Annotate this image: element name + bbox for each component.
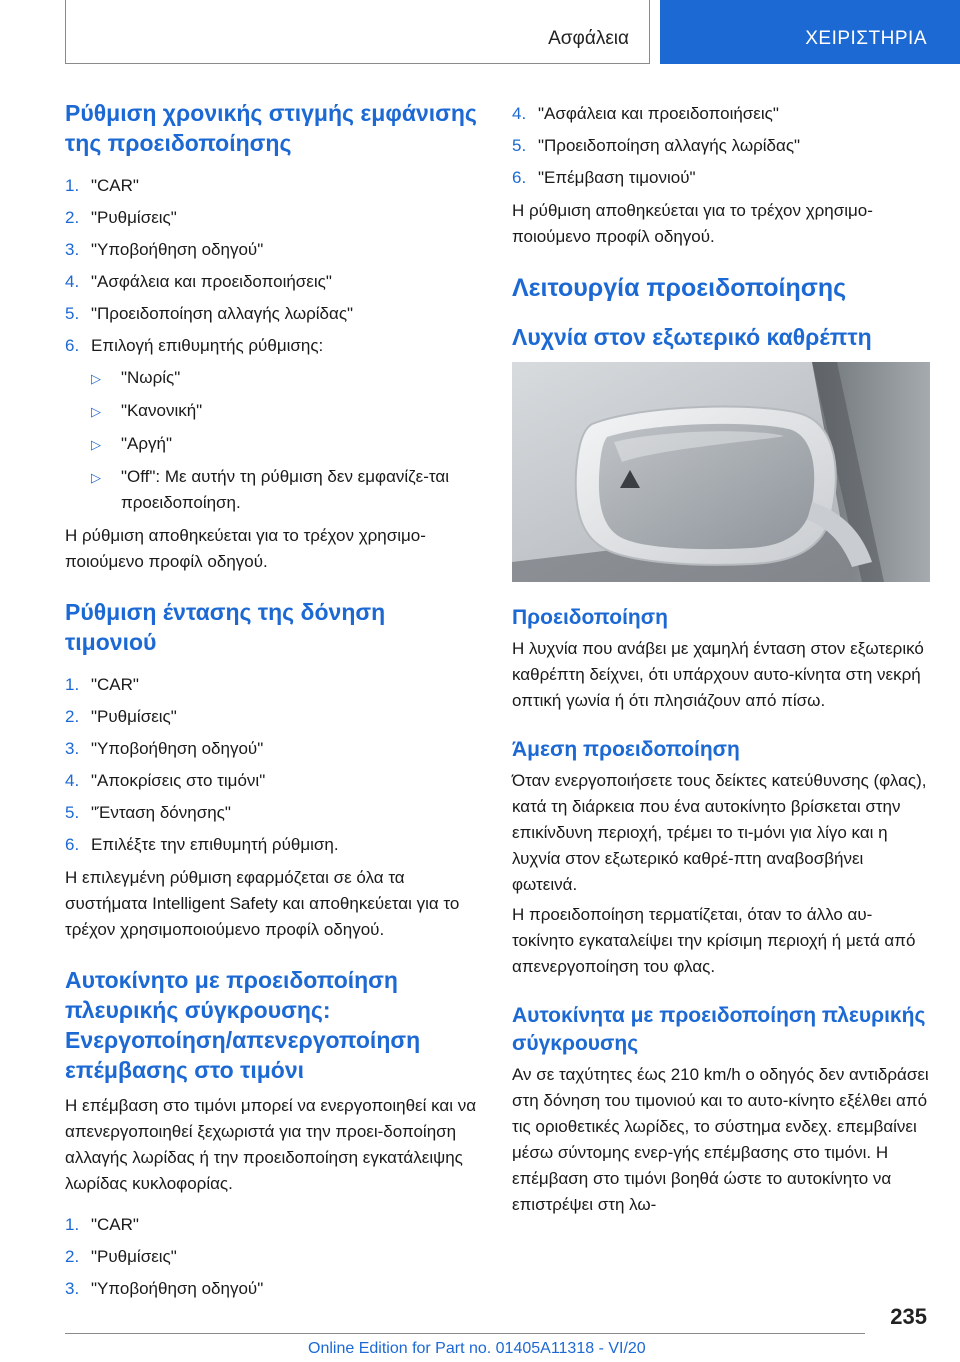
step-item — [65, 1273, 480, 1305]
chapter-label: ΧΕΙΡΙΣΤΗΡΙΑ — [805, 28, 927, 49]
heading-direct-warning: Άμεση προειδοποίηση — [512, 738, 740, 761]
body-side-collision: Αν σε ταχύτητες έως 210 km/h ο οδηγός δεν αντιδράσει στη δόνηση του τιμονιού και το αυτο-κίνητο εξέλθει από τις οριοθετικές λωρίδες, το σύστημα ενδεχ. επεμβαίνει μέσω σύντομης ενερ-γής επέμβασης στο τιμόνι. Η επέμβαση στο τιμόνι βοηθά ώστε το αυτοκίνητο να επιστρέψει στη λω- — [512, 1065, 929, 1214]
step-item — [65, 202, 480, 234]
step-number: 3. — [65, 1279, 80, 1298]
step-number: 5. — [65, 304, 80, 323]
option-item — [91, 461, 480, 519]
left-column — [65, 98, 480, 1305]
step-number: 6. — [512, 168, 527, 187]
step-text: "CAR" — [91, 1215, 139, 1234]
note-steering: Η ρύθμιση αποθηκεύεται για το τρέχον χρησιμο-ποιούμενο προφίλ οδηγού. — [512, 201, 873, 246]
option-text: "Αργή" — [121, 434, 173, 453]
step-number: 5. — [65, 803, 80, 822]
note-timing: Η ρύθμιση αποθηκεύεται για το τρέχον χρησιμο-ποιούμενο προφίλ οδηγού. — [65, 526, 426, 571]
step-text: Επιλογή επιθυμητής ρύθμισης: — [91, 336, 324, 355]
note-vibration: Η επιλεγμένη ρύθμιση εφαρμόζεται σε όλα τα συστήματα Intelligent Safety και αποθηκεύεται για το τρέχον χρησιμοποιούμενο προφίλ οδηγού. — [65, 868, 460, 939]
body-warning: Η λυχνία που ανάβει με χαμηλή ένταση στον εξωτερικό καθρέπτη δείχνει, ότι υπάρχουν αυτο-κίνητα στη νεκρή οπτική γωνία ή ότι πλησιάζουν από πίσω. — [512, 639, 924, 710]
option-item — [91, 428, 480, 461]
steps-steering — [65, 1209, 480, 1305]
triangle-bullet-icon: ▷ — [91, 437, 101, 452]
heading-warning-function: Λειτουργία προειδοποίησης — [512, 274, 847, 302]
body-direct-warning-1: Όταν ενεργοποιήσετε τους δείκτες κατεύθυνσης (φλας), κατά τη διάρκεια που ένα αυτοκίνητο βρίσκεται στην επικίνδυνη περιοχή, τρέμει το τι-μόνι για λίγο και η λυχνία στον εξωτερικό καθρέ-πτη αναβοσβήνει φωτεινά. — [512, 771, 927, 894]
body-direct-warning-2: Η προειδοποίηση τερματίζεται, όταν το άλλο αυ-τοκίνητο εγκαταλείψει την κρίσιμη περιοχή ή μετά από απενεργοποίηση του φλας. — [512, 905, 916, 976]
step-text: "Υποβοήθηση οδηγού" — [91, 240, 264, 259]
triangle-bullet-icon: ▷ — [91, 404, 101, 419]
step-text: "Ρυθμίσεις" — [91, 1247, 177, 1266]
step-number: 1. — [65, 1215, 80, 1234]
heading-vibration-intensity: Ρύθμιση έντασης της δόνηση τιμονιού — [65, 599, 386, 655]
step-number: 5. — [512, 136, 527, 155]
step-text: "CAR" — [91, 675, 139, 694]
step-text: "CAR" — [91, 176, 139, 195]
step-number: 6. — [65, 336, 80, 355]
step-text: "Προειδοποίηση αλλαγής λωρίδας" — [91, 304, 354, 323]
step-number: 4. — [65, 771, 80, 790]
step-number: 2. — [65, 1247, 80, 1266]
step-item — [65, 330, 480, 362]
step-item — [65, 733, 480, 765]
body-steering-intervention: Η επέμβαση στο τιμόνι μπορεί να ενεργοποιηθεί και να απενεργοποιηθεί ξεχωριστά για την προει-δοποίηση αλλαγής λωρίδας ή την προειδοποίηση εγκατάλειψης λωρίδας κυκλοφορίας. — [65, 1096, 477, 1193]
step-item — [65, 829, 480, 861]
steps-vibration — [65, 669, 480, 861]
option-item — [91, 362, 480, 395]
step-text: "Ένταση δόνησης" — [91, 803, 231, 822]
step-item — [65, 669, 480, 701]
option-text: "Off": Με αυτήν τη ρύθμιση δεν εμφανίζε-ται προειδοποίηση. — [121, 467, 449, 512]
step-number: 3. — [65, 739, 80, 758]
heading-warning: Προειδοποίηση — [512, 606, 668, 629]
steps-steering-continued — [512, 98, 930, 194]
step-number: 4. — [512, 104, 527, 123]
option-text: "Νωρίς" — [121, 368, 181, 387]
step-item — [65, 266, 480, 298]
footer-divider — [65, 1333, 865, 1334]
footer-edition: Online Edition for Part no. 01405A11318 - VI/20 — [308, 1340, 646, 1357]
step-text: "Ασφάλεια και προειδοποιήσεις" — [538, 104, 779, 123]
mirror-illustration — [512, 362, 930, 582]
heading-mirror-lamp: Λυχνία στον εξωτερικό καθρέπτη — [512, 324, 872, 350]
triangle-bullet-icon: ▷ — [91, 470, 101, 485]
step-text: "Ρυθμίσεις" — [91, 707, 177, 726]
step-item — [65, 1209, 480, 1241]
step-item — [65, 234, 480, 266]
chapter-tab — [660, 0, 960, 64]
section-label: Ασφάλεια — [548, 28, 629, 49]
step-item — [512, 162, 930, 194]
step-item — [65, 170, 480, 202]
step-text: "Ασφάλεια και προειδοποιήσεις" — [91, 272, 332, 291]
option-text: "Κανονική" — [121, 401, 203, 420]
step-number: 4. — [65, 272, 80, 291]
step-text: "Επέμβαση τιμονιού" — [538, 168, 696, 187]
step-text: "Αποκρίσεις στο τιμόνι" — [91, 771, 266, 790]
step-text: "Ρυθμίσεις" — [91, 208, 177, 227]
heading-side-collision: Αυτοκίνητα με προειδοποίηση πλευρικής σύγκρουσης — [512, 1004, 926, 1055]
page-number: 235 — [890, 1304, 927, 1329]
step-item — [512, 130, 930, 162]
steps-warning-timing — [65, 170, 480, 362]
timing-options — [65, 362, 480, 519]
step-text: "Προειδοποίηση αλλαγής λωρίδας" — [538, 136, 801, 155]
step-number: 3. — [65, 240, 80, 259]
step-text: Επιλέξτε την επιθυμητή ρύθμιση. — [91, 835, 339, 854]
option-item — [91, 395, 480, 428]
step-item — [512, 98, 930, 130]
step-item — [65, 797, 480, 829]
step-number: 1. — [65, 675, 80, 694]
step-number: 2. — [65, 208, 80, 227]
step-item — [65, 765, 480, 797]
step-text: "Υποβοήθηση οδηγού" — [91, 1279, 264, 1298]
step-number: 6. — [65, 835, 80, 854]
triangle-bullet-icon: ▷ — [91, 371, 101, 386]
heading-steering-intervention: Αυτοκίνητο με προειδοποίηση πλευρικής σύγκρουσης: Ενεργοποίηση/απενεργοποίηση επέμβασης στο τιμόνι — [65, 967, 421, 1083]
header-section-box — [65, 0, 650, 64]
step-item — [65, 701, 480, 733]
step-number: 1. — [65, 176, 80, 195]
heading-warning-timing: Ρύθμιση χρονικής στιγμής εμφάνισης της προειδοποίησης — [65, 100, 477, 156]
step-number: 2. — [65, 707, 80, 726]
right-column — [512, 98, 930, 1218]
step-item — [65, 298, 480, 330]
step-item — [65, 1241, 480, 1273]
step-text: "Υποβοήθηση οδηγού" — [91, 739, 264, 758]
